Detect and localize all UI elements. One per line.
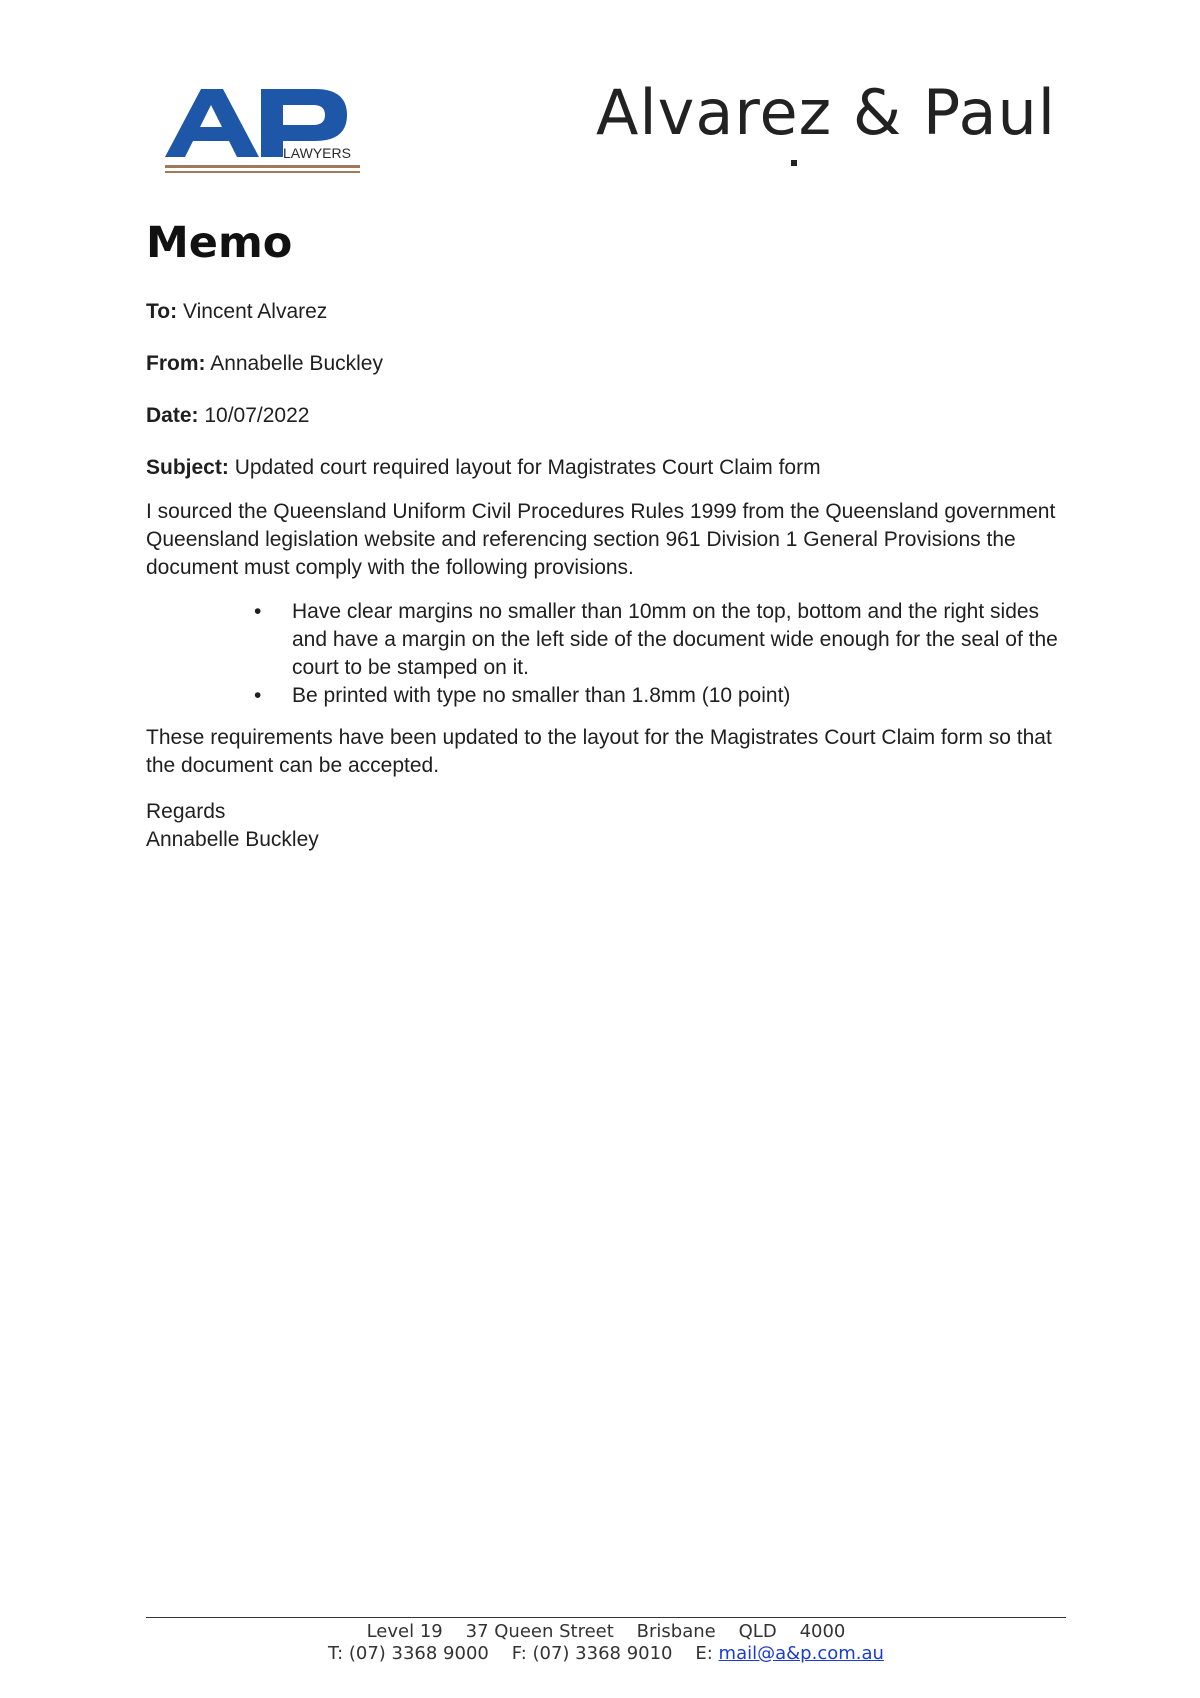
footer-contact bbox=[146, 1643, 1066, 1664]
subject-field bbox=[146, 456, 821, 480]
from-value: Annabelle Buckley bbox=[210, 352, 383, 375]
to-field bbox=[146, 300, 327, 324]
bullet-icon: • bbox=[254, 600, 262, 623]
date-value: 10/07/2022 bbox=[204, 404, 310, 427]
from-label: From: bbox=[146, 352, 206, 375]
requirements-list bbox=[254, 598, 1074, 710]
signoff: Regards bbox=[146, 800, 226, 823]
logo-graphic bbox=[165, 85, 360, 177]
conclusion-paragraph: These requirements have been updated to the layout for the Magistrates Court Claim form so that the document can be accepted. bbox=[146, 726, 1052, 777]
list-item bbox=[254, 682, 1074, 710]
date-field bbox=[146, 404, 309, 428]
from-field bbox=[146, 352, 383, 376]
list-item-text: Have clear margins no smaller than 10mm on the top, bottom and the right sides and have a margin on the left side of the document wide enough for the seal of the court to be stamped on it. bbox=[292, 600, 1058, 679]
firm-name: Alvarez & Paul bbox=[596, 76, 1057, 149]
list-item bbox=[254, 598, 1074, 682]
footer-divider bbox=[146, 1617, 1066, 1618]
date-label: Date: bbox=[146, 404, 199, 427]
signature: Annabelle Buckley bbox=[146, 828, 319, 851]
list-item-text: Be printed with type no smaller than 1.8mm (10 point) bbox=[292, 684, 791, 707]
firm-name-dot bbox=[791, 160, 797, 166]
logo-subtext: LAWYERS bbox=[283, 145, 351, 161]
firm-logo bbox=[165, 85, 360, 177]
intro-paragraph: I sourced the Queensland Uniform Civil Procedures Rules 1999 from the Queensland government Queensland legislation website and referencing section 961 Division 1 General Provisions the document must comply with the following provisions. bbox=[146, 500, 1056, 579]
subject-value: Updated court required layout for Magistrates Court Claim form bbox=[234, 456, 821, 479]
subject-label: Subject: bbox=[146, 456, 229, 479]
bullet-icon: • bbox=[254, 684, 262, 707]
to-value: Vincent Alvarez bbox=[182, 300, 328, 323]
email-link[interactable]: mail@a&p.com.au bbox=[718, 1643, 884, 1664]
to-label: To: bbox=[146, 300, 178, 323]
footer-address: Level 19 37 Queen Street Brisbane QLD 4000 bbox=[366, 1621, 846, 1642]
memo-title: Memo bbox=[146, 218, 293, 268]
footer-contact-text: T: (07) 3368 9000 F: (07) 3368 9010 E: bbox=[328, 1643, 719, 1664]
